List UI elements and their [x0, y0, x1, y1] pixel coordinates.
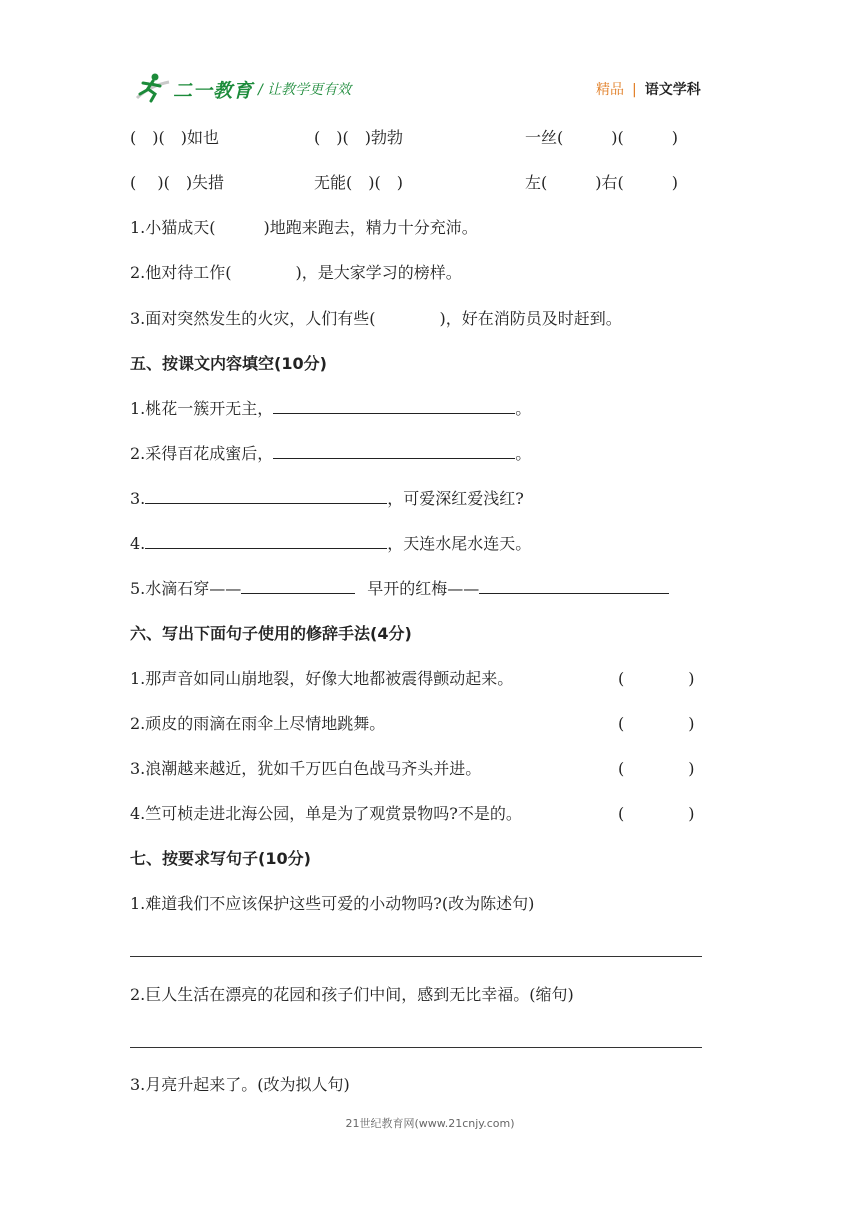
section5-q4 [130, 534, 531, 554]
brand-separator: | [632, 82, 637, 98]
section7-q2: 2.巨人生活在漂亮的花园和孩子们中间，感到无比幸福。(缩句) [130, 985, 574, 1004]
fill-sentence-1: 1.小猫成天( )地跑来跑去，精力十分充沛。 [130, 218, 478, 237]
fill-sentence-3: 3.面对突然发生的火灾，人们有些( )，好在消防员及时赶到。 [130, 309, 622, 328]
section6-item-3: 3.浪潮越来越近，犹如千万匹白色战马齐头并进。 [130, 759, 482, 778]
idiom-r1c2: ( )( )勃勃 [314, 128, 403, 147]
answer-paren[interactable]: ( ) [618, 714, 695, 733]
running-man-icon [135, 72, 171, 104]
brand-highlight: 精品 [596, 82, 624, 98]
q3-suffix: ，可爱深红爱浅红? [387, 489, 524, 508]
section6-item-2: 2.顽皮的雨滴在雨伞上尽情地跳舞。 [130, 714, 386, 733]
section5-title: 五、按课文内容填空(10分) [130, 354, 327, 373]
answer-paren[interactable]: ( ) [618, 759, 695, 778]
section6-title: 六、写出下面句子使用的修辞手法(4分) [130, 624, 412, 643]
answer-paren[interactable]: ( ) [618, 804, 695, 823]
answer-blank[interactable] [479, 579, 669, 594]
q5-mid: 早开的红梅—— [367, 579, 480, 598]
q1-prefix: 1.桃花一簇开无主， [130, 399, 274, 418]
section5-q2 [130, 444, 531, 464]
answer-line[interactable] [130, 1047, 702, 1048]
section6-item-4: 4.竺可桢走进北海公园，单是为了观赏景物吗?不是的。 [130, 804, 522, 823]
answer-blank[interactable] [273, 399, 515, 414]
section5-q5 [130, 579, 669, 599]
section7-q1: 1.难道我们不应该保护这些可爱的小动物吗?(改为陈述句) [130, 894, 535, 913]
answer-paren[interactable]: ( ) [618, 669, 695, 688]
idiom-r2c1: ( )( )失措 [130, 173, 225, 192]
idiom-r2c3: 左( )右( ) [525, 173, 678, 192]
logo-text: 二一教育 [173, 80, 254, 102]
fill-sentence-2: 2.他对待工作( )，是大家学习的榜样。 [130, 263, 462, 282]
q2-suffix: 。 [515, 444, 532, 463]
q2-prefix: 2.采得百花成蜜后， [130, 444, 274, 463]
q4-prefix: 4. [130, 534, 146, 553]
idiom-r1c1: ( )( )如也 [130, 128, 219, 147]
q1-suffix: 。 [515, 399, 532, 418]
answer-blank[interactable] [145, 489, 387, 504]
section5-q3 [130, 489, 524, 509]
idiom-r1c3: 一丝( )( ) [525, 128, 678, 147]
brand-label [596, 79, 701, 99]
section5-q1 [130, 399, 531, 419]
answer-blank[interactable] [241, 579, 355, 594]
slogan: / 让教学更有效 [258, 82, 352, 98]
section7-q3: 3.月亮升起来了。(改为拟人句) [130, 1075, 350, 1094]
answer-blank[interactable] [145, 534, 387, 549]
q4-suffix: ，天连水尾水连天。 [387, 534, 532, 553]
idiom-r2c2: 无能( )( ) [314, 173, 403, 192]
section7-title: 七、按要求写句子(10分) [130, 849, 311, 868]
q5-prefix: 5.水滴石穿—— [130, 579, 242, 598]
q3-prefix: 3. [130, 489, 146, 508]
page-footer: 21世纪教育网(www.21cnjy.com) [345, 1117, 515, 1130]
answer-blank[interactable] [273, 444, 515, 459]
section6-item-1: 1.那声音如同山崩地裂，好像大地都被震得颤动起来。 [130, 669, 514, 688]
answer-line[interactable] [130, 956, 702, 957]
brand-subject: 语文学科 [644, 82, 701, 98]
